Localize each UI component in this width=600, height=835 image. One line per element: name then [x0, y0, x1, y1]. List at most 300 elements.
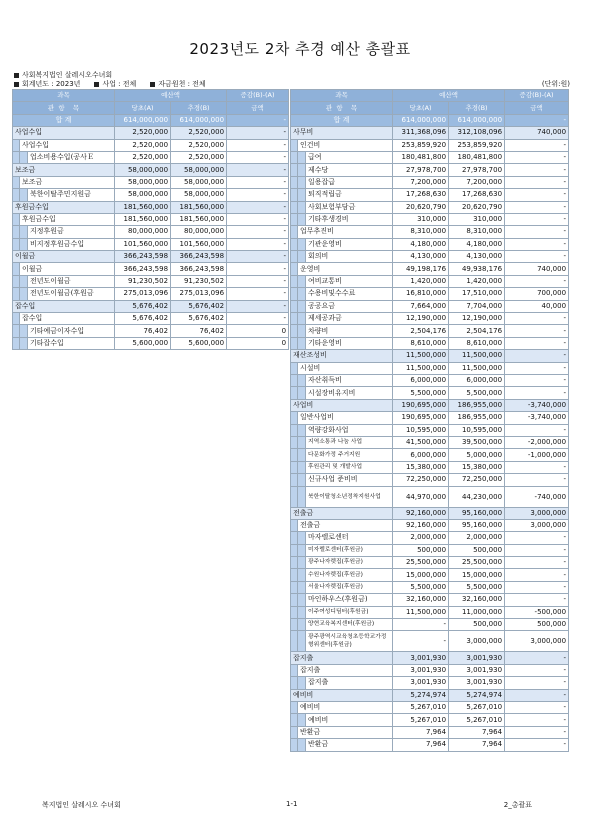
revised-amount-cell: 253,859,920 — [449, 139, 505, 151]
account-name-cell: 퇴직적립금 — [306, 189, 393, 201]
table-row — [291, 337, 569, 349]
indent-cell — [291, 337, 298, 349]
indent-cell — [291, 569, 298, 581]
account-name-cell: 이주여성디딤터(후원금) — [306, 606, 393, 618]
indent-cell — [291, 726, 298, 738]
fiscal-year — [14, 79, 80, 89]
diff-amount-cell: - — [505, 726, 569, 738]
revised-amount-cell: 312,108,096 — [449, 127, 505, 139]
indent-cell — [13, 325, 20, 337]
revised-amount-cell: 58,000,000 — [171, 189, 227, 201]
original-amount-cell: 6,000,000 — [393, 374, 449, 386]
table-row — [291, 474, 569, 486]
table-row — [291, 325, 569, 337]
revised-amount-cell: 49,938,176 — [449, 263, 505, 275]
original-amount-cell: 7,964 — [393, 739, 449, 751]
diff-amount-cell: - — [505, 151, 569, 163]
account-name-cell: 후원금수입 — [20, 213, 115, 225]
indent-cell — [298, 436, 306, 448]
account-name-cell: 잡수입 — [20, 313, 115, 325]
table-row — [291, 251, 569, 263]
page-title: 2023년도 2차 추경 예산 총괄표 — [189, 40, 411, 58]
diff-amount-cell: 3,000,000 — [505, 519, 569, 531]
original-amount-cell: 4,130,000 — [393, 251, 449, 263]
diff-amount-cell: -3,740,000 — [505, 399, 569, 411]
original-amount-cell: 181,560,000 — [115, 213, 171, 225]
indent-cell — [13, 313, 20, 325]
indent-cell — [298, 176, 306, 188]
original-amount-cell: 6,000,000 — [393, 449, 449, 461]
indent-cell — [298, 619, 306, 631]
revised-amount-cell: 44,230,000 — [449, 486, 505, 507]
original-amount-cell: 8,610,000 — [393, 337, 449, 349]
original-amount-cell: 4,180,000 — [393, 238, 449, 250]
original-amount-cell: 181,560,000 — [115, 201, 171, 213]
table-row — [13, 139, 289, 151]
diff-amount-cell: -3,740,000 — [505, 412, 569, 424]
revised-amount-cell: 2,520,000 — [171, 139, 227, 151]
total-row — [13, 114, 289, 126]
table-row — [13, 288, 289, 300]
table-row — [13, 226, 289, 238]
table-row — [291, 201, 569, 213]
diff-amount-cell: - — [505, 213, 569, 225]
revised-amount-cell: 95,160,000 — [449, 519, 505, 531]
original-amount-cell: 190,695,000 — [393, 412, 449, 424]
subject-header: 과목 — [13, 90, 115, 102]
budget-header: 예산액 — [115, 90, 227, 102]
diff-amount-cell: - — [227, 189, 289, 201]
indent-cell — [298, 288, 306, 300]
revised-amount-cell: 17,268,630 — [449, 189, 505, 201]
original-amount-cell: 366,243,598 — [115, 251, 171, 263]
diff-amount-cell: -1,000,000 — [505, 449, 569, 461]
org-name: 사회복지법인 살레시오수녀회 — [22, 71, 113, 79]
diff-amount-cell: - — [505, 664, 569, 676]
table-row — [291, 519, 569, 531]
table-row — [291, 139, 569, 151]
original-amount-cell: 72,250,000 — [393, 474, 449, 486]
project-filter — [94, 79, 136, 89]
original-amount-cell: 58,000,000 — [115, 176, 171, 188]
indent-cell — [291, 374, 298, 386]
account-name-cell: 차량비 — [306, 325, 393, 337]
mok-label: 목 — [72, 103, 80, 112]
account-name-cell: 전출금 — [291, 507, 393, 519]
indent-cell — [298, 374, 306, 386]
original-amount-cell: 32,160,000 — [393, 594, 449, 606]
table-row — [291, 689, 569, 701]
account-name-cell: 반환금 — [306, 739, 393, 751]
indent-cell — [298, 201, 306, 213]
table-row — [291, 226, 569, 238]
revised-amount-cell: 11,500,000 — [449, 362, 505, 374]
indent-cell — [291, 519, 298, 531]
diff-header: 증감(B)-(A) — [505, 90, 569, 102]
indent-cell — [298, 387, 306, 399]
indent-cell — [20, 238, 28, 250]
indent-cell — [298, 631, 306, 652]
indent-cell — [291, 362, 298, 374]
indent-cell — [298, 449, 306, 461]
indent-cell — [291, 238, 298, 250]
original-amount-cell: 275,013,096 — [115, 288, 171, 300]
original-amount-cell: 17,268,630 — [393, 189, 449, 201]
diff-amount-cell: - — [505, 701, 569, 713]
revised-amount-cell: 7,200,000 — [449, 176, 505, 188]
revised-amount-cell: 5,500,000 — [449, 581, 505, 593]
revised-amount-cell: 11,000,000 — [449, 606, 505, 618]
account-name-cell: 보조금 — [13, 164, 115, 176]
account-name-cell: 합 계 — [291, 114, 393, 126]
account-name-cell: 전년도이월금 — [28, 275, 115, 287]
table-row — [291, 387, 569, 399]
diff-header: 증감(B)-(A) — [227, 90, 289, 102]
indent-cell — [298, 151, 306, 163]
table-row — [13, 337, 289, 349]
diff-amount-cell: 3,000,000 — [505, 507, 569, 519]
diff-amount-cell: 3,000,000 — [505, 631, 569, 652]
original-amount-cell: 44,970,000 — [393, 486, 449, 507]
table-row — [291, 399, 569, 411]
diff-amount-cell: - — [505, 374, 569, 386]
original-amount-cell: 2,520,000 — [115, 139, 171, 151]
revised-amount-cell: 15,000,000 — [449, 569, 505, 581]
indent-cell — [20, 288, 28, 300]
diff-amount-cell: - — [505, 176, 569, 188]
original-amount-cell: - — [393, 619, 449, 631]
original-amount-cell: 500,000 — [393, 544, 449, 556]
revised-amount-cell: 8,310,000 — [449, 226, 505, 238]
table-row — [291, 127, 569, 139]
amount-header: 금액 — [505, 102, 569, 114]
revised-amount-cell: 1,420,000 — [449, 275, 505, 287]
diff-amount-cell: - — [505, 251, 569, 263]
footer-org: 복지법인 살레시오 수녀회 — [42, 801, 121, 809]
table-row — [291, 581, 569, 593]
account-name-cell: 예비비 — [306, 714, 393, 726]
table-row — [291, 424, 569, 436]
indent-cell — [291, 714, 298, 726]
indent-cell — [20, 189, 28, 201]
account-name-cell: 인건비 — [298, 139, 393, 151]
table-row — [291, 606, 569, 618]
indent-cell — [298, 557, 306, 569]
revised-amount-cell: 11,500,000 — [449, 350, 505, 362]
diff-amount-cell: - — [227, 164, 289, 176]
diff-amount-cell: 0 — [227, 337, 289, 349]
table-row — [13, 127, 289, 139]
revised-amount-cell: 7,964 — [449, 726, 505, 738]
indent-cell — [291, 532, 298, 544]
original-amount-cell: 91,230,502 — [115, 275, 171, 287]
table-row — [291, 449, 569, 461]
table-row — [13, 151, 289, 163]
indent-cell — [298, 569, 306, 581]
revised-amount-cell: 500,000 — [449, 544, 505, 556]
diff-amount-cell: - — [505, 350, 569, 362]
square-bullet-icon — [14, 73, 19, 78]
revised-amount-cell: 614,000,000 — [449, 114, 505, 126]
table-row — [291, 631, 569, 652]
table-row — [13, 313, 289, 325]
table-row — [291, 507, 569, 519]
revised-amount-cell: 12,190,000 — [449, 313, 505, 325]
original-amount-cell: 11,500,000 — [393, 350, 449, 362]
indent-cell — [13, 213, 20, 225]
funding-text: 자금원천 : 전체 — [158, 80, 206, 88]
diff-amount-cell: - — [227, 251, 289, 263]
revised-header: 추경(B) — [449, 102, 505, 114]
account-name-cell: 잡지출 — [291, 652, 393, 664]
revised-amount-cell: 275,013,096 — [171, 288, 227, 300]
diff-amount-cell: 700,000 — [505, 288, 569, 300]
revised-amount-cell: 101,560,000 — [171, 238, 227, 250]
account-name-cell: 기타운영비 — [306, 337, 393, 349]
indent-cell — [298, 677, 306, 689]
original-amount-cell: 11,500,000 — [393, 362, 449, 374]
diff-amount-cell: - — [505, 337, 569, 349]
amount-header: 금액 — [227, 102, 289, 114]
square-bullet-icon — [150, 82, 155, 87]
diff-amount-cell: - — [227, 238, 289, 250]
diff-amount-cell: - — [505, 313, 569, 325]
table-row — [291, 619, 569, 631]
diff-amount-cell: 0 — [227, 325, 289, 337]
indent-cell — [291, 201, 298, 213]
account-name-cell: 잡수입 — [13, 300, 115, 312]
table-row — [291, 436, 569, 448]
table-row — [291, 557, 569, 569]
account-name-cell: 광주나자렛집(후원금) — [306, 557, 393, 569]
indent-cell — [291, 176, 298, 188]
revised-amount-cell: 5,267,010 — [449, 714, 505, 726]
table-row — [291, 664, 569, 676]
indent-cell — [291, 664, 298, 676]
diff-amount-cell: - — [505, 164, 569, 176]
indent-cell — [298, 325, 306, 337]
indent-cell — [291, 436, 298, 448]
account-name-cell: 합 계 — [13, 114, 115, 126]
gwan-label: 관 — [325, 103, 333, 112]
diff-amount-cell: - — [227, 226, 289, 238]
original-amount-cell: 15,380,000 — [393, 461, 449, 473]
table-row — [291, 677, 569, 689]
indent-cell — [291, 544, 298, 556]
table-row — [291, 213, 569, 225]
indent-cell — [298, 581, 306, 593]
table-row — [291, 176, 569, 188]
table-row — [291, 594, 569, 606]
account-name-cell: 미자렐로센터(후원금) — [306, 544, 393, 556]
account-name-cell: 양현교육복지센터(후원금) — [306, 619, 393, 631]
original-amount-cell: 58,000,000 — [115, 189, 171, 201]
revised-amount-cell: 27,978,700 — [449, 164, 505, 176]
original-amount-cell: 2,504,176 — [393, 325, 449, 337]
unit-label: (단위:원) — [541, 80, 570, 88]
indent-cell — [13, 139, 20, 151]
table-row — [13, 176, 289, 188]
account-name-cell: 마자렐로센터 — [306, 532, 393, 544]
square-bullet-icon — [94, 82, 99, 87]
revised-amount-cell: 2,520,000 — [171, 127, 227, 139]
account-name-cell: 제수당 — [306, 164, 393, 176]
revised-amount-cell: 5,676,402 — [171, 313, 227, 325]
revenue-rows — [13, 114, 289, 349]
revised-header: 추경(B) — [171, 102, 227, 114]
diff-amount-cell: - — [505, 362, 569, 374]
original-amount-cell: 10,595,000 — [393, 424, 449, 436]
account-name-cell: 비지정후원금수입 — [28, 238, 115, 250]
revised-amount-cell: 2,504,176 — [449, 325, 505, 337]
revised-amount-cell: 2,000,000 — [449, 532, 505, 544]
account-name-cell: 기관운영비 — [306, 238, 393, 250]
revised-amount-cell: 5,500,000 — [449, 387, 505, 399]
original-amount-cell: 5,500,000 — [393, 581, 449, 593]
diff-amount-cell: -2,000,000 — [505, 436, 569, 448]
indent-cell — [291, 251, 298, 263]
account-name-cell: 북한이탈청소년정착지원사업 — [306, 486, 393, 507]
diff-amount-cell: - — [227, 213, 289, 225]
account-name-cell: 사업수입 — [13, 127, 115, 139]
table-row — [291, 714, 569, 726]
indent-cell — [291, 325, 298, 337]
indent-cell — [20, 151, 28, 163]
indent-cell — [13, 337, 20, 349]
diff-amount-cell: - — [505, 532, 569, 544]
original-amount-cell: 5,274,974 — [393, 689, 449, 701]
diff-amount-cell: - — [505, 189, 569, 201]
original-amount-cell: 41,500,000 — [393, 436, 449, 448]
original-amount-cell: 92,160,000 — [393, 507, 449, 519]
revised-amount-cell: 10,595,000 — [449, 424, 505, 436]
indent-cell — [291, 263, 298, 275]
diff-amount-cell: 740,000 — [505, 127, 569, 139]
original-amount-cell: 5,600,000 — [115, 337, 171, 349]
diff-amount-cell: - — [227, 263, 289, 275]
indent-cell — [298, 739, 306, 751]
indent-cell — [291, 213, 298, 225]
account-name-cell: 신규사업 준비비 — [306, 474, 393, 486]
diff-amount-cell: 40,000 — [505, 300, 569, 312]
original-amount-cell: 3,001,930 — [393, 652, 449, 664]
indent-cell — [291, 677, 298, 689]
indent-cell — [13, 238, 20, 250]
account-name-cell: 전출금 — [298, 519, 393, 531]
indent-cell — [298, 606, 306, 618]
revised-amount-cell: 366,243,598 — [171, 251, 227, 263]
revised-amount-cell: 17,510,000 — [449, 288, 505, 300]
original-amount-cell: 7,664,000 — [393, 300, 449, 312]
account-name-cell: 후원금수입 — [13, 201, 115, 213]
diff-amount-cell: - — [505, 689, 569, 701]
revised-amount-cell: 7,704,000 — [449, 300, 505, 312]
expense-rows — [291, 114, 569, 751]
indent-cell — [20, 275, 28, 287]
original-amount-cell: 190,695,000 — [393, 399, 449, 411]
indent-cell — [298, 714, 306, 726]
revenue-table — [12, 89, 289, 350]
revised-amount-cell: 20,620,790 — [449, 201, 505, 213]
table-row — [291, 532, 569, 544]
revised-amount-cell: 5,600,000 — [171, 337, 227, 349]
diff-amount-cell: - — [227, 288, 289, 300]
account-name-cell: 기타후생경비 — [306, 213, 393, 225]
table-row — [291, 189, 569, 201]
account-name-cell: 후원관리 및 개발사업 — [306, 461, 393, 473]
indent-cell — [291, 619, 298, 631]
account-name-cell: 잡지출 — [306, 677, 393, 689]
original-header: 당초(A) — [393, 102, 449, 114]
revised-amount-cell: 80,000,000 — [171, 226, 227, 238]
indent-cell — [291, 189, 298, 201]
revised-amount-cell: 32,160,000 — [449, 594, 505, 606]
indent-cell — [298, 461, 306, 473]
table-row — [291, 412, 569, 424]
diff-amount-cell: - — [505, 275, 569, 287]
table-row — [291, 300, 569, 312]
account-name-cell: 여비교통비 — [306, 275, 393, 287]
original-amount-cell: 5,676,402 — [115, 300, 171, 312]
account-name-cell: 이월금 — [20, 263, 115, 275]
account-name-cell: 시설비 — [298, 362, 393, 374]
budget-header: 예산액 — [393, 90, 505, 102]
indent-cell — [298, 532, 306, 544]
account-name-cell: 북한이탈주민지원금 — [28, 189, 115, 201]
gwan-hang-mok-header — [13, 102, 115, 114]
table-row — [291, 313, 569, 325]
original-amount-cell: 1,420,000 — [393, 275, 449, 287]
original-amount-cell: 2,520,000 — [115, 127, 171, 139]
indent-cell — [291, 474, 298, 486]
indent-cell — [291, 461, 298, 473]
indent-cell — [20, 337, 28, 349]
table-row — [13, 325, 289, 337]
diff-amount-cell: -740,000 — [505, 486, 569, 507]
revised-amount-cell: 186,955,000 — [449, 399, 505, 411]
indent-cell — [298, 238, 306, 250]
account-name-cell: 재산조성비 — [291, 350, 393, 362]
diff-amount-cell: - — [505, 461, 569, 473]
indent-cell — [291, 449, 298, 461]
indent-cell — [291, 151, 298, 163]
account-name-cell: 이월금 — [13, 251, 115, 263]
account-name-cell: 공공요금 — [306, 300, 393, 312]
account-name-cell: 수원나자렛집(후원금) — [306, 569, 393, 581]
account-name-cell: 사무비 — [291, 127, 393, 139]
indent-cell — [13, 263, 20, 275]
indent-cell — [298, 313, 306, 325]
indent-cell — [291, 300, 298, 312]
indent-cell — [13, 151, 20, 163]
original-amount-cell: 8,310,000 — [393, 226, 449, 238]
table-row — [291, 164, 569, 176]
diff-amount-cell: - — [505, 238, 569, 250]
table-row — [291, 569, 569, 581]
revised-amount-cell: 5,267,010 — [449, 701, 505, 713]
account-name-cell: 지역소통과 나눔 사업 — [306, 436, 393, 448]
indent-cell — [298, 486, 306, 507]
table-row — [291, 652, 569, 664]
revised-amount-cell: 15,380,000 — [449, 461, 505, 473]
revised-amount-cell: 8,610,000 — [449, 337, 505, 349]
indent-cell — [13, 189, 20, 201]
original-amount-cell: 80,000,000 — [115, 226, 171, 238]
original-amount-cell: 2,000,000 — [393, 532, 449, 544]
revised-amount-cell: 614,000,000 — [171, 114, 227, 126]
indent-cell — [20, 325, 28, 337]
account-name-cell: 일반사업비 — [298, 412, 393, 424]
